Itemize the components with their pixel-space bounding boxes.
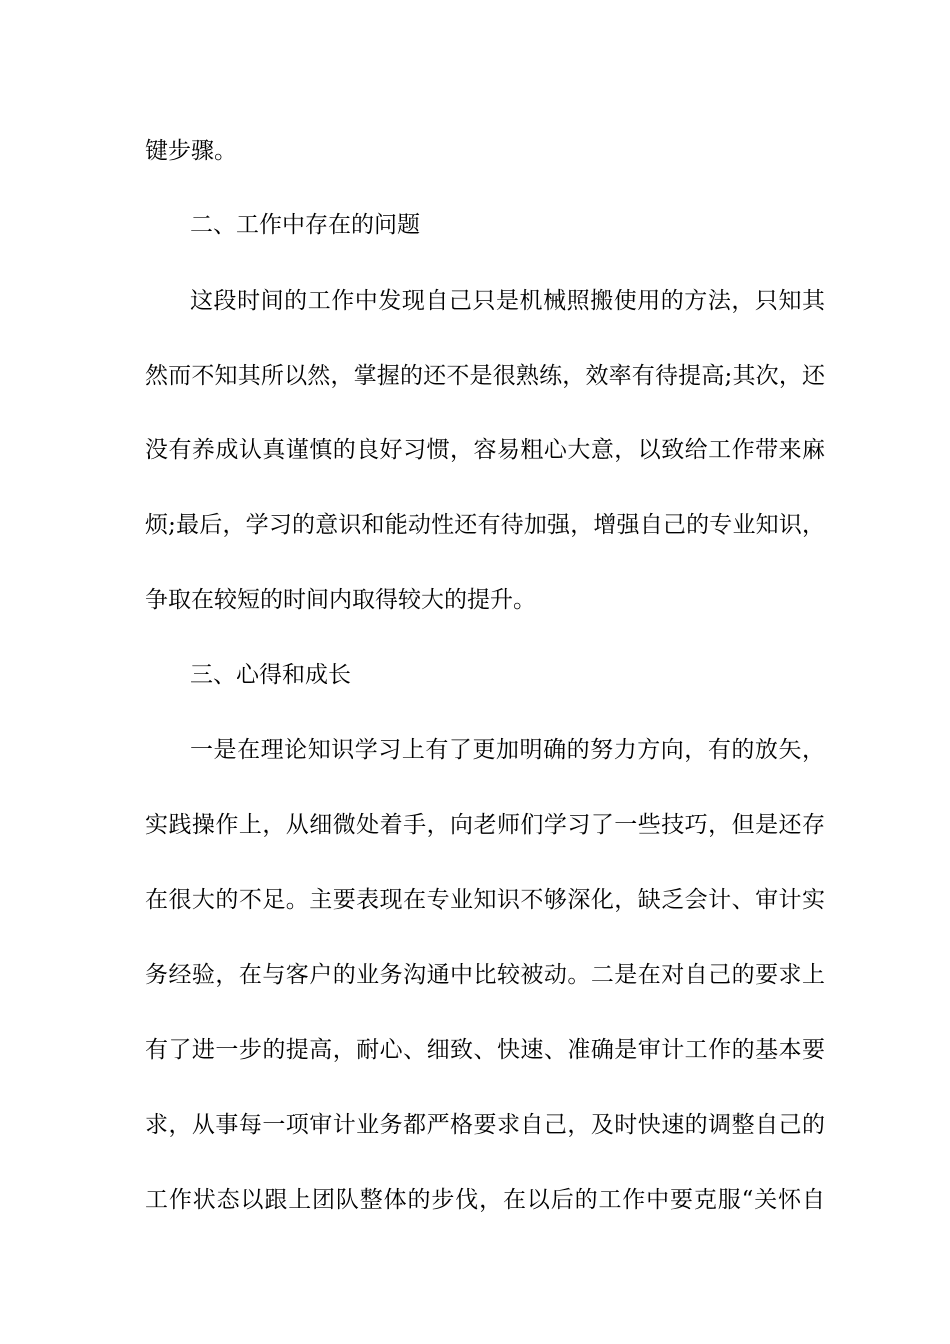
paragraph-line: 然而不知其所以然，掌握的还不是很熟练，效率有待提高;其次，还 [145, 363, 825, 389]
paragraph-line: 实践操作上，从细微处着手，向老师们学习了一些技巧，但是还存 [145, 812, 825, 838]
paragraph-line: 这段时间的工作中发现自己只是机械照搬使用的方法，只知其 [190, 288, 825, 314]
paragraph-line: 工作状态以跟上团队整体的步伐，在以后的工作中要克服“关怀自 [145, 1187, 825, 1213]
section-heading-problems: 二、工作中存在的问题 [190, 212, 420, 238]
paragraph-line: 有了进一步的提高，耐心、细致、快速、准确是审计工作的基本要 [145, 1037, 825, 1063]
paragraph-line: 争取在较短的时间内取得较大的提升。 [145, 587, 536, 613]
paragraph-line: 务经验，在与客户的业务沟通中比较被动。二是在对自己的要求上 [145, 962, 825, 988]
section-heading-growth: 三、心得和成长 [190, 662, 351, 688]
paragraph-line: 键步骤。 [145, 138, 237, 164]
paragraph-line: 一是在理论知识学习上有了更加明确的努力方向，有的放矢， [190, 737, 825, 763]
paragraph-line: 没有养成认真谨慎的良好习惯，容易粗心大意，以致给工作带来麻 [145, 437, 825, 463]
paragraph-line: 求，从事每一项审计业务都严格要求自己，及时快速的调整自己的 [145, 1112, 825, 1138]
paragraph-line: 烦;最后，学习的意识和能动性还有待加强，增强自己的专业知识， [145, 512, 825, 538]
paragraph-line: 在很大的不足。主要表现在专业知识不够深化，缺乏会计、审计实 [145, 887, 825, 913]
